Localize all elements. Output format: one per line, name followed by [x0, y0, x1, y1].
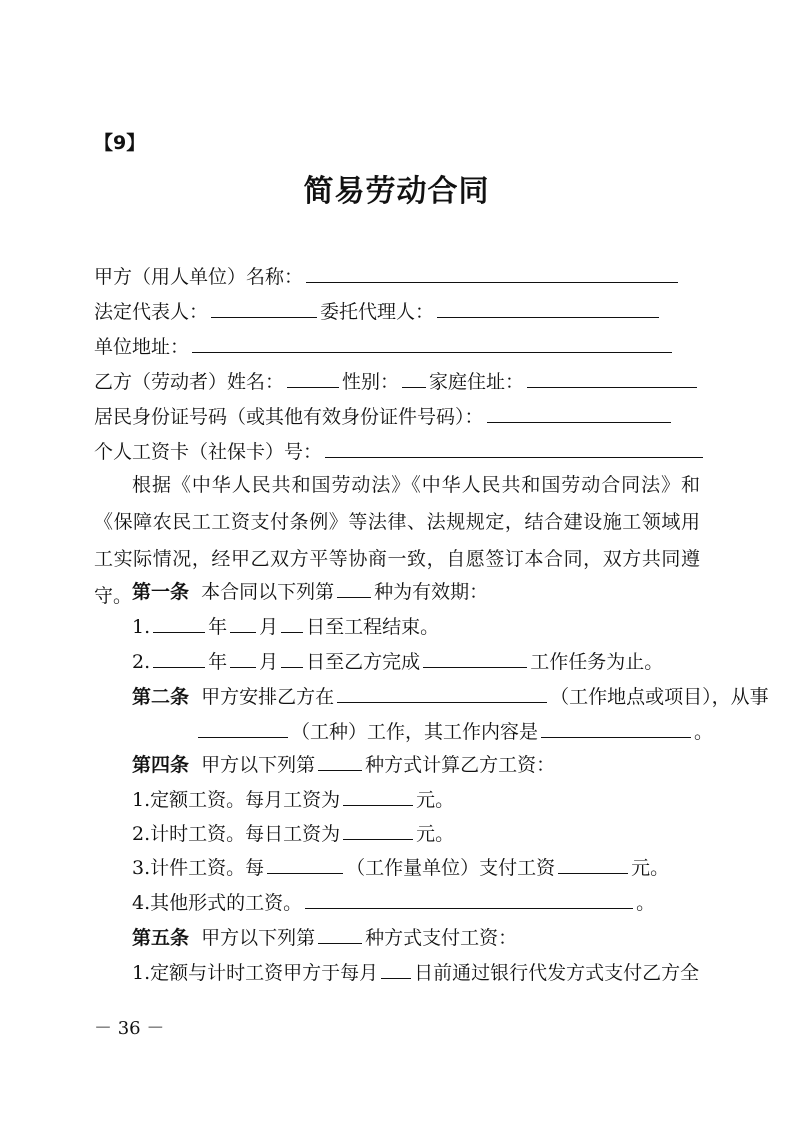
a4-o4-end: 。: [636, 892, 656, 914]
id-number-line: [94, 404, 674, 430]
article-5-title: 第五条: [132, 927, 190, 949]
article-4-title: 第四条: [132, 754, 190, 776]
address-blank[interactable]: [192, 334, 672, 353]
article-5-text-a: 甲方以下列第: [201, 927, 316, 949]
article-2-location-blank[interactable]: [337, 684, 547, 703]
wage-card-blank[interactable]: [325, 439, 703, 458]
a1-o1-month: 月: [259, 616, 279, 638]
article-1-option-1: [132, 614, 439, 640]
intro-paragraph: 根据《中华人民共和国劳动法》《中华人民共和国劳动合同法》和《保障农民工工资支付条例》等法律、法规规定，结合建设施工领域用工实际情况，经甲乙双方平等协商一致，自愿签订本合同，双方共同遵守。: [94, 474, 700, 607]
article-2-line-2: [94, 719, 714, 745]
a1-o1-rest: 日至工程结束。: [306, 616, 440, 638]
article-2-title: 第二条: [132, 686, 190, 708]
article-1-text-a: 本合同以下列第: [201, 581, 335, 603]
a4-o2-text: 2.计时工资。每日工资为: [132, 823, 341, 845]
party-b-line: [94, 369, 700, 395]
legal-rep-label: 法定代表人：: [94, 301, 209, 323]
legal-rep-blank[interactable]: [211, 299, 317, 318]
a1-o2-month: 月: [259, 651, 279, 673]
article-4-text-b: 种方式计算乙方工资：: [365, 754, 556, 776]
a4-o2-blank[interactable]: [343, 821, 413, 840]
a1-o1-month-blank[interactable]: [230, 614, 256, 633]
page-number: － 36 －: [94, 1018, 165, 1039]
wage-card-line: [94, 439, 706, 465]
article-2-line-1: [132, 684, 769, 710]
article-2-trade-blank[interactable]: [198, 719, 288, 738]
id-number-label: 居民身份证号码（或其他有效身份证件号码）：: [94, 406, 484, 428]
a4-o3-text-c: 元。: [631, 857, 670, 879]
a1-o1-year: 年: [208, 616, 228, 638]
address-label: 单位地址：: [94, 336, 190, 358]
a4-o1-unit: 元。: [416, 789, 455, 811]
article-5-option-1: [132, 960, 699, 986]
party-a-name-line: [94, 264, 681, 290]
article-1-line: [132, 579, 488, 605]
article-4-choice-blank[interactable]: [318, 752, 362, 771]
a1-o2-rest: 工作任务为止。: [530, 651, 664, 673]
wage-card-label: 个人工资卡（社保卡）号：: [94, 441, 323, 463]
legal-rep-line: [94, 299, 662, 325]
gender-blank[interactable]: [402, 369, 426, 388]
home-address-blank[interactable]: [527, 369, 697, 388]
home-address-label: 家庭住址：: [429, 371, 525, 393]
a1-o2-num: 2.: [132, 651, 151, 673]
article-2-text-c: （工种）工作，其工作内容是: [291, 721, 539, 743]
a1-o2-year-blank[interactable]: [153, 649, 205, 668]
a4-o1-blank[interactable]: [343, 787, 413, 806]
a4-o4-text: 4.其他形式的工资。: [132, 892, 303, 914]
a4-o3-text-a: 3.计件工资。每: [132, 857, 265, 879]
article-1-choice-blank[interactable]: [337, 579, 371, 598]
agent-label: 委托代理人：: [320, 301, 435, 323]
article-5-choice-blank[interactable]: [318, 925, 362, 944]
a1-o2-mid: 日至乙方完成: [306, 651, 421, 673]
id-number-blank[interactable]: [487, 404, 671, 423]
document-tag: 【9】: [94, 132, 146, 154]
agent-blank[interactable]: [437, 299, 659, 318]
article-2-text-b: （工作地点或项目），从事: [550, 686, 769, 708]
article-2-text-a: 甲方安排乙方在: [201, 686, 335, 708]
a1-o2-month-blank[interactable]: [230, 649, 256, 668]
article-4-option-4: [132, 890, 655, 916]
party-b-name-blank[interactable]: [287, 369, 339, 388]
a4-o2-unit: 元。: [416, 823, 455, 845]
a1-o1-day-blank[interactable]: [281, 614, 303, 633]
a1-o2-day-blank[interactable]: [281, 649, 303, 668]
article-1-title: 第一条: [132, 581, 190, 603]
a5-o1-text-b: 日前通过银行代发方式支付乙方全: [414, 962, 700, 984]
article-4-text-a: 甲方以下列第: [201, 754, 316, 776]
a1-o1-year-blank[interactable]: [153, 614, 205, 633]
a4-o4-blank[interactable]: [305, 890, 633, 909]
a1-o2-year: 年: [208, 651, 228, 673]
a5-o1-text-a: 1.定额与计时工资甲方于每月: [132, 962, 379, 984]
article-2-text-d: 。: [694, 721, 714, 743]
article-4-option-1: [132, 787, 454, 813]
document-title: 简易劳动合同: [303, 174, 490, 209]
party-a-name-label: 甲方（用人单位）名称：: [94, 266, 304, 288]
article-1-option-2: [132, 649, 663, 675]
article-5-line: [132, 925, 517, 951]
a4-o3-amount-blank[interactable]: [558, 855, 628, 874]
article-4-option-2: [132, 821, 454, 847]
article-5-text-b: 种方式支付工资：: [365, 927, 518, 949]
article-1-text-b: 种为有效期：: [374, 581, 489, 603]
article-4-option-3: [132, 855, 669, 881]
a4-o3-unit-blank[interactable]: [267, 855, 343, 874]
party-a-name-blank[interactable]: [306, 264, 678, 283]
article-4-line: [132, 752, 555, 778]
article-2-content-blank[interactable]: [541, 719, 691, 738]
a1-o2-task-blank[interactable]: [423, 649, 527, 668]
a4-o3-text-b: （工作量单位）支付工资: [346, 857, 556, 879]
a1-o1-num: 1.: [132, 616, 151, 638]
a4-o1-text: 1.定额工资。每月工资为: [132, 789, 341, 811]
gender-label: 性别：: [342, 371, 400, 393]
address-line: [94, 334, 675, 360]
party-b-name-label: 乙方（劳动者）姓名：: [94, 371, 285, 393]
a5-o1-day-blank[interactable]: [381, 960, 411, 979]
